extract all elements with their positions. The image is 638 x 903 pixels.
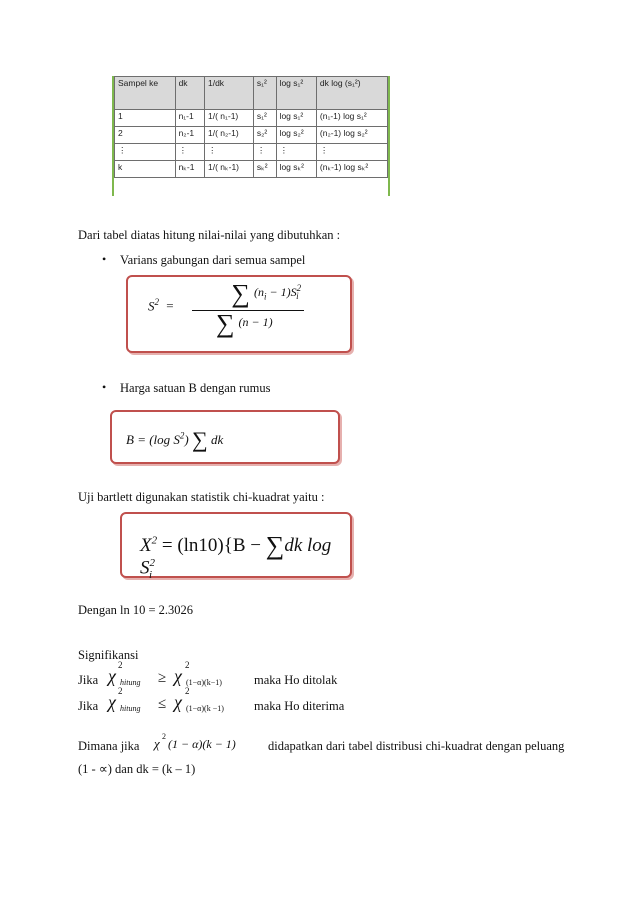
table-header-cell: s₁²: [253, 77, 276, 110]
b-formula: B = (log $S^2$) ∑ dk: [126, 427, 224, 452]
jika-ditolak-line: Jika χ 2 hitung ≥ χ 2 (1−α)(k−1) maka Ho ditolak: [78, 660, 338, 687]
table-header-cell: log s₁²: [276, 77, 316, 110]
bullet-dot: •: [102, 252, 107, 266]
table-cell: ⋮: [175, 144, 204, 161]
table-cell: (n₁-1) log s₁²: [316, 110, 387, 127]
table-body: [115, 110, 388, 178]
table-cell: n₁-1: [175, 110, 204, 127]
variance-lhs: $S^2$ =: [148, 297, 174, 314]
ln-text: Dengan ln 10 = 2.3026: [78, 603, 194, 617]
table-header-cell: Sampel ke: [115, 77, 176, 110]
bullet-dot: •: [102, 380, 107, 394]
dimana-line: Dimana jika χ 2 (1 − α)(k − 1) didapatkan dari tabel distribusi chi-kuadrat dengan peluang: [78, 732, 565, 753]
bullet-b: Harga satuan B dengan rumus: [120, 381, 271, 395]
table-cell: 2: [115, 127, 176, 144]
table-cell: 1/( nₖ-1): [204, 161, 253, 178]
table-cell: log s₁²: [276, 110, 316, 127]
variance-denominator: ∑ $^{(n - 1)}$: [216, 309, 273, 338]
table-cell: (n₂-1) log s₂²: [316, 127, 387, 144]
bartlett-table: [114, 76, 388, 178]
chi-formula-box: [120, 512, 352, 582]
bullet-variance: Varians gabungan dari semua sampel: [120, 253, 306, 267]
table-cell: ⋮: [253, 144, 276, 161]
table-cell: ⋮: [276, 144, 316, 161]
table-cell: s₁²: [253, 110, 276, 127]
table-row: [115, 161, 388, 178]
sigma-symbol: ∑: [231, 279, 250, 308]
table-row: [115, 144, 388, 161]
table-cell: (nₖ-1) log sₖ²: [316, 161, 387, 178]
table-cell: log sₖ²: [276, 161, 316, 178]
table-cell: ⋮: [115, 144, 176, 161]
table-cell: 1/( n₂-1): [204, 127, 253, 144]
table-cell: k: [115, 161, 176, 178]
table-cell: s₂²: [253, 127, 276, 144]
last-line: (1 - ∝) dan dk = (k – 1): [78, 762, 196, 776]
bartlett-text: Uji bartlett digunakan statistik chi-kuadrat yaitu :: [78, 490, 325, 504]
jika-diterima-line: Jika χ 2 hitung ≤ χ 2 (1−α)(k −1) maka Ho diterima: [78, 686, 345, 713]
b-formula-box: [110, 410, 340, 464]
table-cell: nₖ-1: [175, 161, 204, 178]
table-header-cell: 1/dk: [204, 77, 253, 110]
table-header-cell: dk: [175, 77, 204, 110]
statistics-table-image: [112, 76, 390, 196]
table-cell: log s₂²: [276, 127, 316, 144]
variance-formula-box: [126, 275, 352, 353]
table-cell: sₖ²: [253, 161, 276, 178]
table-cell: 1: [115, 110, 176, 127]
signif-title: Signifikansi: [78, 648, 139, 662]
table-cell: ⋮: [204, 144, 253, 161]
variance-numerator: ∑ $^{(n_i - 1)S^2_i}$: [231, 279, 302, 308]
table-cell: n₂-1: [175, 127, 204, 144]
table-cell: ⋮: [316, 144, 387, 161]
table-header-row: [115, 77, 388, 110]
table-row: [115, 110, 388, 127]
table-header-cell: dk log (s₁²): [316, 77, 387, 110]
table-cell: 1/( n₁-1): [204, 110, 253, 127]
intro-text: Dari tabel diatas hitung nilai-nilai yang dibutuhkan :: [78, 228, 341, 242]
table-row: [115, 127, 388, 144]
chi-formula: $X^2 = (\ln 10)\{B - \sum dk$ $\log S^2_i$: [140, 531, 332, 582]
